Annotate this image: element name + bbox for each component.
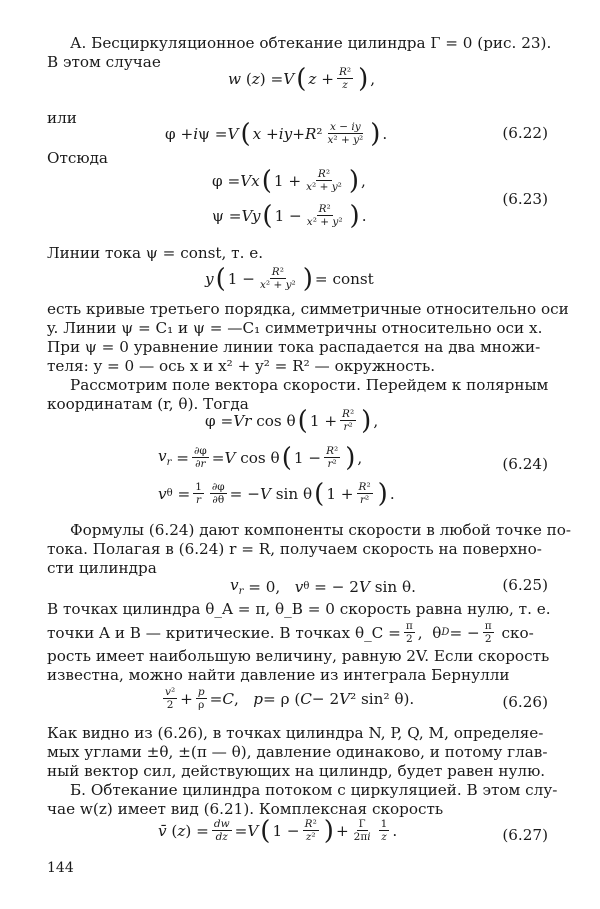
para-b-line1: Б. Обтекание цилиндра потоком с циркуляцией. В этом слу- <box>70 781 558 799</box>
para-points-line3: рость имеет наибольшую величину, равную 2V. Если скорость <box>47 647 550 665</box>
para-curves-line3: При ψ = 0 уравнение линии тока распадается на два множи- <box>47 338 541 356</box>
para-b-line2: чае w(z) имеет вид (6.21). Комплексная скорость <box>47 800 444 818</box>
equation-6-24-vtheta: v θ = 1 r ∂φ ∂θ = − V sin θ ( 1 + R² r² ) . <box>158 478 395 509</box>
para-points-line1: В точках цилиндра θ_A = π, θ_B = 0 скорость равна нулю, т. е. <box>47 600 551 618</box>
para-polar-line1: Рассмотрим поле вектора скорости. Перейдем к полярным <box>70 376 549 394</box>
equation-number-6-26: (6.26) <box>502 693 548 711</box>
para-a-line2: В этом случае <box>47 53 161 71</box>
equation-6-23-phi: φ = Vx ( 1 + R² x² + y² ) , <box>212 165 366 196</box>
equation-6-23-psi: ψ = Vy ( 1 − R² x² + y² ) . <box>212 200 367 231</box>
equation-number-6-24: (6.24) <box>502 455 548 473</box>
equation-6-22: φ + i ψ = V ( x + iy + R ² x − iy x² + y² ) . <box>165 118 388 149</box>
lines-tok: Линии тока ψ = const, т. е. <box>47 244 264 262</box>
para-formulas-line1: Формулы (6.24) дают компоненты скорости в любой точке по- <box>70 521 572 539</box>
para-points-line2-end: ско- <box>501 623 534 642</box>
equation-number-6-23: (6.23) <box>502 190 548 208</box>
equation-6-24-phi: φ = Vr cos θ ( 1 + R² r² ) , <box>205 405 379 436</box>
para-curves-line1: есть кривые третьего порядка, симметричные относительно оси <box>47 300 569 318</box>
para-formulas-line2: тока. Полагая в (6.24) r = R, получаем скорость на поверхно- <box>47 540 542 558</box>
word-otsyuda: Отсюда <box>47 149 108 167</box>
para-seen-line1: Как видно из (6.26), в точках цилиндра N, P, Q, M, определяе- <box>47 724 544 742</box>
page-number: 144 <box>47 860 74 876</box>
para-polar-line2: координатам (r, θ). Тогда <box>47 395 249 413</box>
para-points-line2: точки A и B — критические. В точках θ_C = $\frac{\pi}{2}$ , θ D = − π 2 ско- <box>47 620 534 645</box>
equation-streamline: y ( 1 − R² x² + y² ) = const <box>205 263 374 294</box>
equation-6-24-vr: $v_r$ = ∂φ ∂r = V cos θ ( 1 − R² r² ) , <box>158 442 363 473</box>
word-ili: или <box>47 109 77 127</box>
equation-w-z: w ( z ) = V ( z + R² z ) , <box>228 63 376 94</box>
para-a-line1: А. Бесциркуляционное обтекание цилиндра Г = 0 (рис. 23). <box>70 34 552 52</box>
equation-number-6-22: (6.22) <box>502 124 548 142</box>
para-formulas-line3: сти цилиндра <box>47 559 157 577</box>
para-seen-line2: мых углами ±θ, ±(π — θ), давление одинаково, и потому глав- <box>47 743 548 761</box>
para-points-line4: известна, можно найти давление из интеграла Бернулли <box>47 666 510 684</box>
equation-number-6-27: (6.27) <box>502 826 548 844</box>
para-curves-line2: y. Линии ψ = C₁ и ψ = —C₁ симметричны относительно оси x. <box>47 319 543 337</box>
equation-6-25: $v_r$ = 0, v θ = − 2 V sin θ. <box>230 576 416 598</box>
para-curves-line4: теля: y = 0 — ось x и x² + y² = R² — окружность. <box>47 357 436 375</box>
equation-number-6-25: (6.25) <box>502 576 548 594</box>
para-seen-line3: ный вектор сил, действующих на цилиндр, будет равен нулю. <box>47 762 546 780</box>
equation-6-26: v² 2 + p ρ = C , p = ρ ( C − 2 V ² sin² θ). <box>165 686 415 711</box>
para-points-line2-text: точки A и B — критические. В точках θ_C = <box>47 623 401 642</box>
equation-6-27: v̄ ( z ) = dw dz = V ( 1 − R² z² ) + Г 2πi 1 z . <box>158 815 398 846</box>
